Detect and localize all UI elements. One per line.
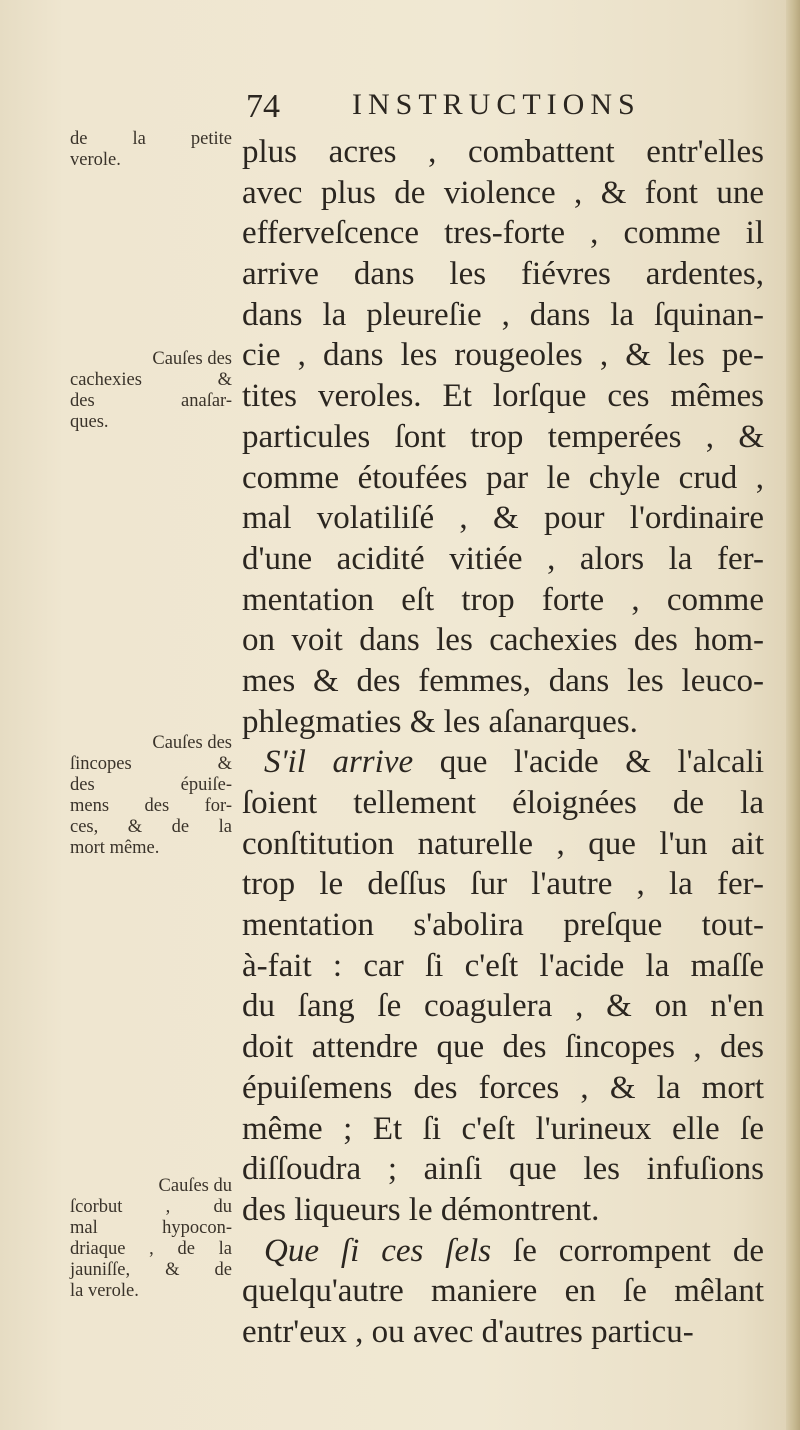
- margin-note-petite-verole: [70, 129, 232, 171]
- text-line: diſſoudra ; ainſi que les infuſions: [242, 1151, 764, 1188]
- text-line: ſoient tellement éloignées de la: [242, 785, 764, 821]
- margin-note-sincopes: [70, 733, 232, 859]
- page-header: [240, 88, 760, 130]
- margin-note-line: Cauſes des: [152, 349, 232, 369]
- text-line: entr'eux , ou avec d'autres particu-: [242, 1313, 694, 1350]
- text-line: épuiſemens des forces , & la mort: [242, 1069, 764, 1106]
- margin-note-line: driaque , de la: [70, 1239, 232, 1259]
- margin-note-line: des anaſar-: [70, 391, 232, 411]
- text-line: du ſang ſe coagulera , & on n'en: [242, 988, 764, 1025]
- margin-note-line: cachexies &: [70, 370, 232, 390]
- margin-note-line: des épuiſe-: [70, 775, 232, 795]
- text-line: arrive dans les fiévres ardentes,: [242, 256, 764, 293]
- italic-lead: S'il arrive: [264, 744, 414, 781]
- text-line: tites veroles. Et lorſque ces mêmes: [242, 378, 764, 415]
- text-line: des liqueurs le démontrent.: [242, 1191, 600, 1228]
- text-line: S'il arrive que l'acide & l'alcali: [264, 744, 764, 781]
- text-line: conſtitution naturelle , que l'un ait: [242, 825, 764, 862]
- margin-note-cachexies: [70, 349, 232, 433]
- margin-note-line: la verole.: [70, 1281, 139, 1301]
- margin-note-line: Cauſes du: [158, 1176, 232, 1196]
- margin-note-scorbut: [70, 1176, 232, 1302]
- text-line: dans la pleureſie , dans la ſquinan-: [242, 296, 764, 333]
- margin-note-line: jauniſſe, & de: [70, 1260, 232, 1280]
- text-line: plus acres , combattent entr'elles: [242, 134, 764, 170]
- text-line: particules ſont trop temperées , &: [242, 418, 764, 455]
- text-line: doit attendre que des ſincopes , des: [242, 1029, 764, 1066]
- margin-note-line: Cauſes des: [152, 733, 232, 753]
- italic-lead: Que ſi ces ſels: [264, 1232, 492, 1269]
- margin-note-line: mens des for-: [70, 796, 232, 816]
- text-line: comme étoufées par le chyle crud ,: [242, 459, 764, 496]
- text-line: quelqu'autre maniere en ſe mêlant: [242, 1273, 764, 1310]
- text-line: même ; Et ſi c'eſt l'urineux elle ſe: [242, 1110, 764, 1147]
- margin-note-line: verole.: [70, 150, 121, 170]
- text-line: mes & des femmes, dans les leuco-: [242, 662, 764, 699]
- text-line: trop le deſſus ſur l'autre , la fer-: [242, 866, 764, 903]
- margin-note-line: ces, & de la: [70, 817, 232, 837]
- margin-note-line: ſcorbut , du: [70, 1197, 232, 1217]
- text-line: mentation eſt trop forte , comme: [242, 581, 764, 618]
- text-line: d'une acidité vitiée , alors la fer-: [242, 540, 764, 577]
- running-title: INSTRUCTIONS: [352, 88, 641, 121]
- text-line: efferveſcence tres-forte , comme il: [242, 215, 764, 252]
- margin-note-line: mort même.: [70, 838, 160, 858]
- page-edge: [786, 0, 800, 1430]
- margin-note-line: de la petite: [70, 129, 232, 149]
- text-line: Que ſi ces ſels ſe corrompent de: [264, 1232, 765, 1269]
- margin-note-line: ſincopes &: [70, 754, 232, 774]
- text-line: mentation s'abolira preſque tout-: [242, 907, 764, 944]
- margin-note-line: ques.: [70, 412, 109, 432]
- margin-note-line: mal hypocon-: [70, 1218, 232, 1238]
- text-line: à-fait : car ſi c'eſt l'acide la maſſe: [242, 947, 764, 984]
- text-line: phlegmaties & les aſanarques.: [242, 703, 638, 740]
- page-number: 74: [246, 88, 280, 125]
- text-line: cie , dans les rougeoles , & les pe-: [242, 337, 764, 374]
- text-line: on voit dans les cachexies des hom-: [242, 622, 764, 659]
- text-line: avec plus de violence , & font une: [242, 174, 764, 211]
- body-text: [242, 132, 764, 1353]
- text-line: mal volatiliſé , & pour l'ordinaire: [242, 500, 764, 537]
